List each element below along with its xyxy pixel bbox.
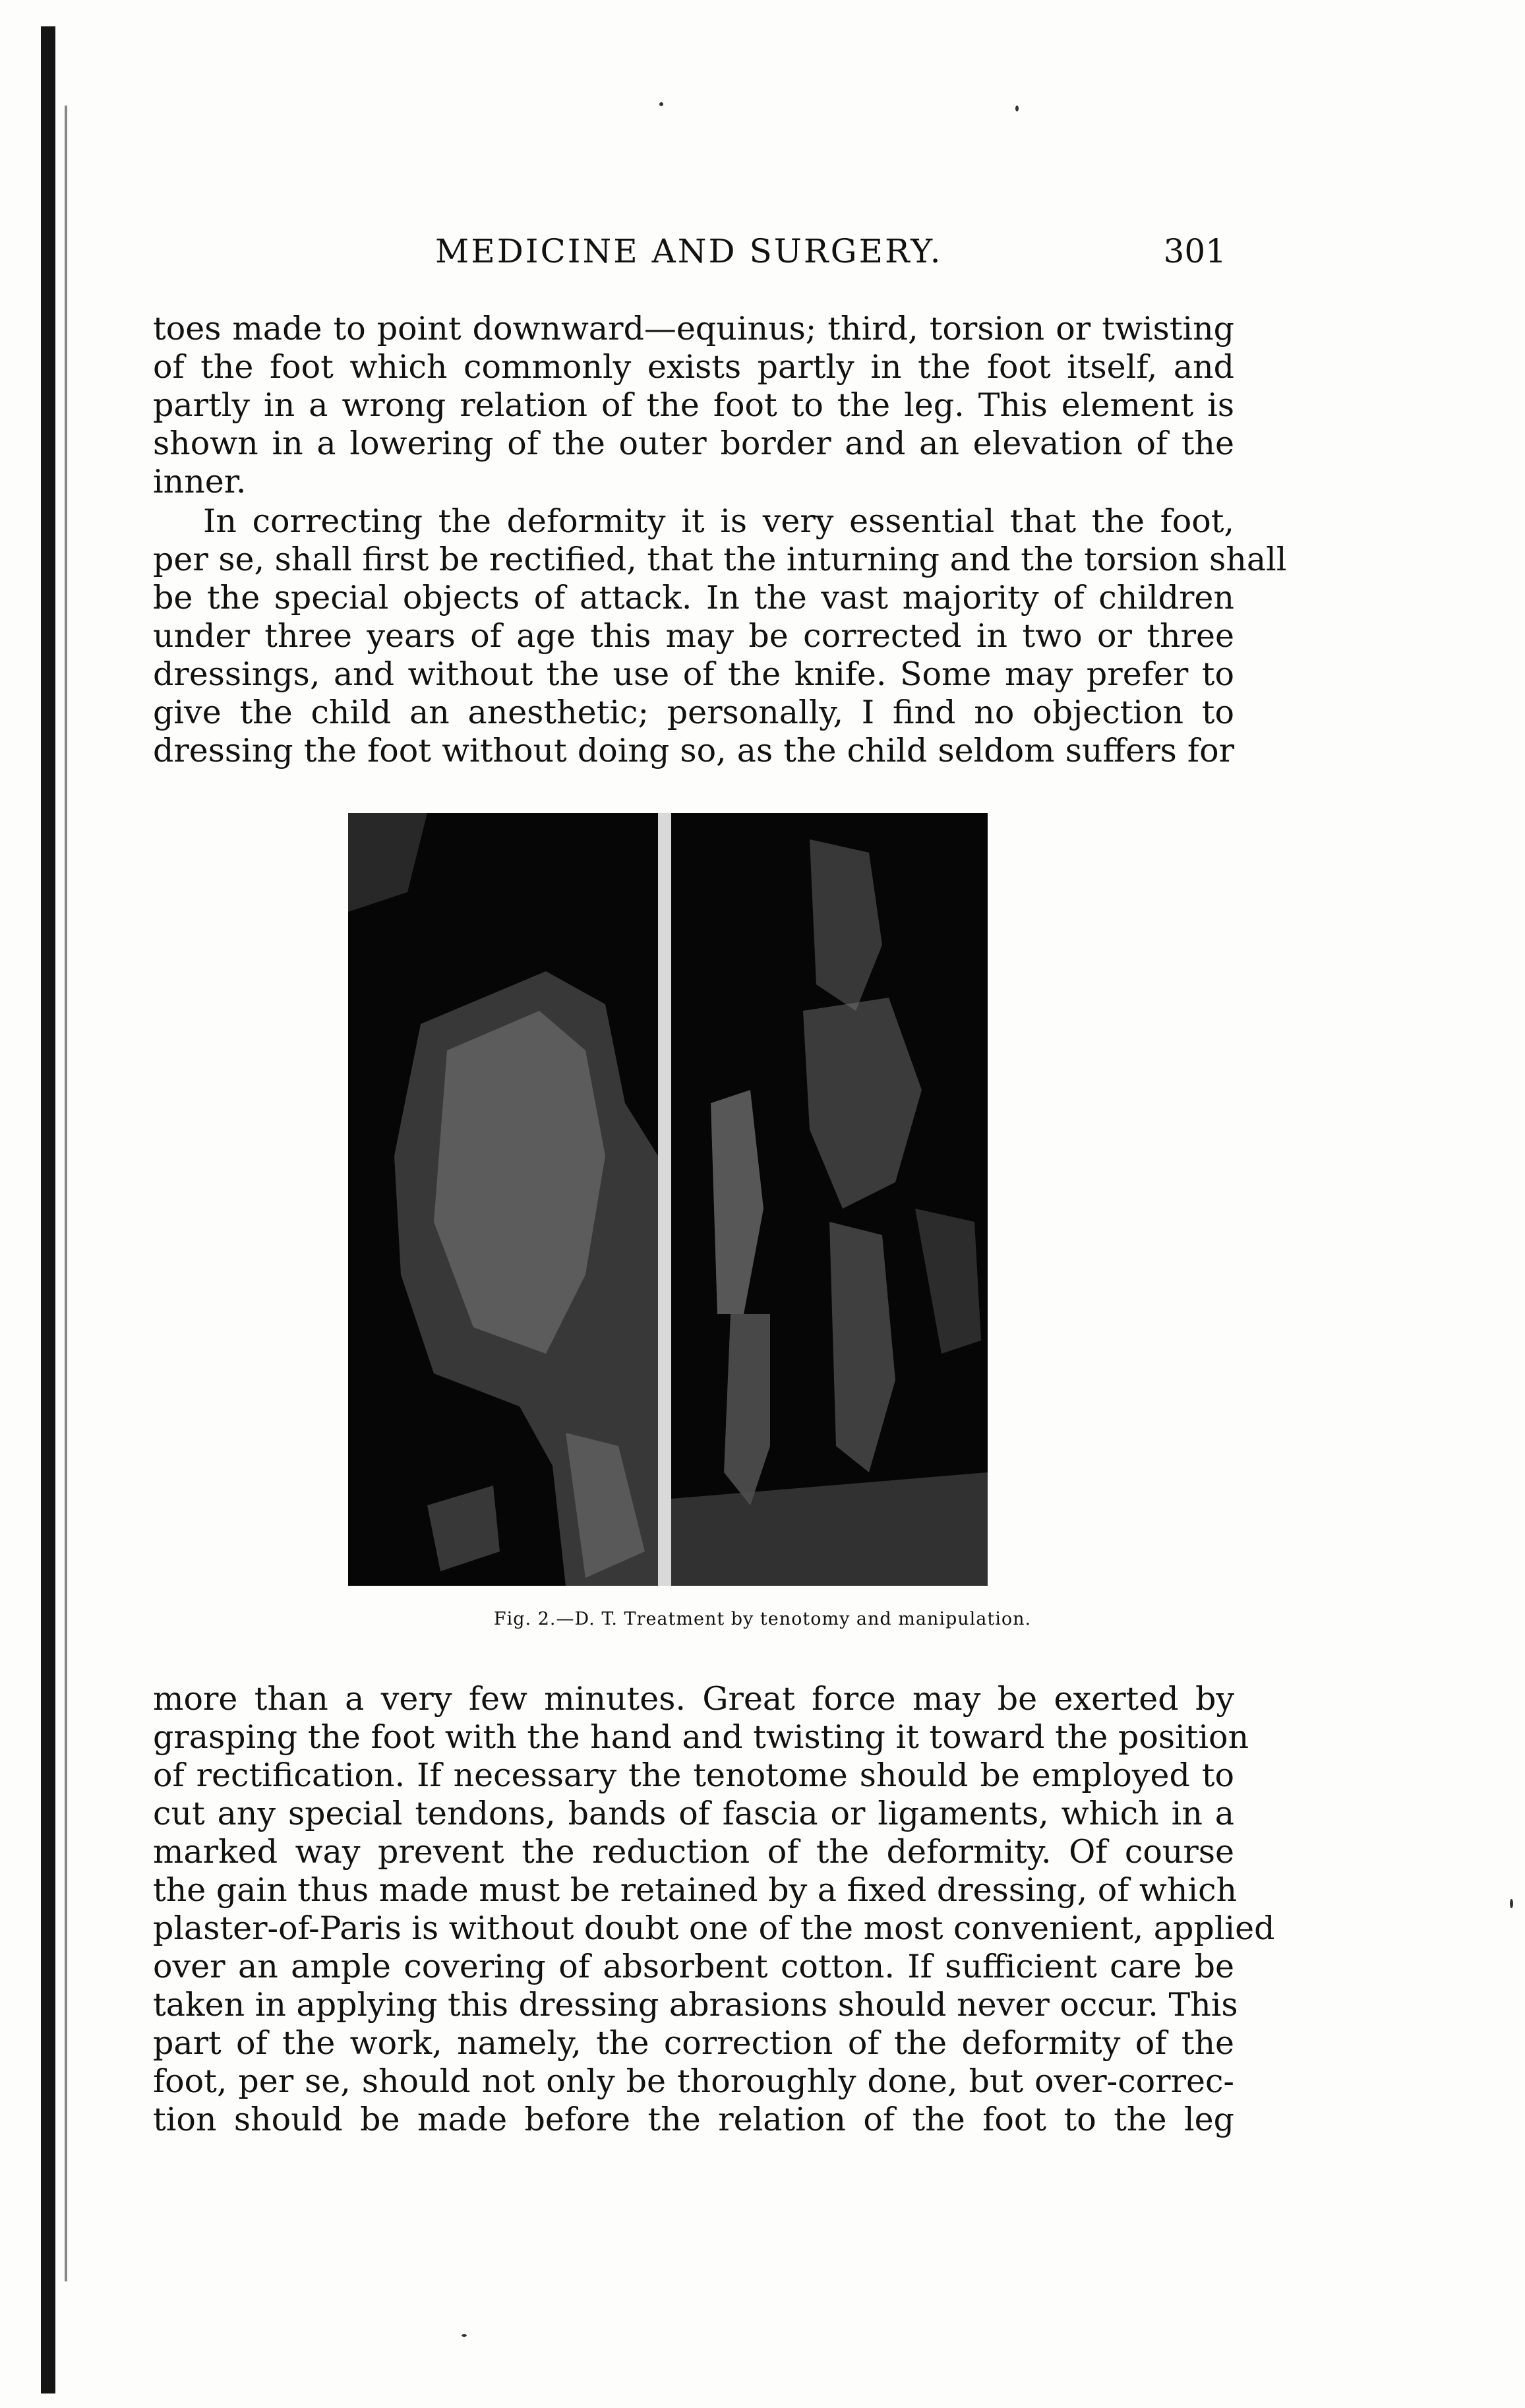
text-line: dressing the foot without doing so, as the child seldom suffers for	[153, 732, 1234, 769]
text-line: of the foot which commonly exists partly in the foot itself, and	[153, 348, 1234, 386]
text-line: shown in a lowering of the outer border and an elevation of the	[153, 425, 1234, 462]
photo-right-image	[671, 813, 988, 1586]
text-line: foot, per se, should not only be thoroughly done, but over-correc-	[153, 2062, 1234, 2100]
text-line: In correcting the deformity it is very essential that the foot,	[203, 502, 1234, 540]
text-line: per se, shall first be rectified, that the inturning and the torsion shall	[153, 541, 1287, 578]
text-line: marked way prevent the reduction of the deformity. Of course	[153, 1833, 1234, 1871]
ink-speck	[462, 2334, 467, 2337]
text-line: give the child an anesthetic; personally, I find no objection to	[153, 694, 1234, 731]
text-line: toes made to point downward—equinus; third, torsion or twisting	[153, 310, 1234, 347]
page-header	[152, 232, 1226, 278]
binding-edge	[41, 26, 55, 2393]
photo-divider	[658, 813, 671, 1586]
paragraph-2	[153, 502, 1287, 770]
running-head: MEDICINE AND SURGERY.	[435, 232, 943, 270]
text-line: the gain thus made must be retained by a fixed dressing, of which	[153, 1871, 1238, 1909]
ink-speck	[1015, 105, 1019, 111]
ink-speck	[1510, 1899, 1513, 1908]
binding-shadow	[65, 105, 67, 2281]
text-line: partly in a wrong relation of the foot to the leg. This element is	[153, 386, 1234, 424]
text-line: part of the work, namely, the correction of the deformity of the	[153, 2024, 1234, 2062]
photo-right-panel	[671, 813, 988, 1586]
text-line: taken in applying this dressing abrasions should never occur. This	[153, 1986, 1238, 2024]
text-line: plaster-of-Paris is without doubt one of the most convenient, applied	[153, 1910, 1275, 1947]
paragraph-3	[153, 1680, 1275, 2139]
photo-left-panel	[348, 813, 658, 1586]
figure-photograph	[348, 813, 988, 1586]
photo-left-image	[348, 813, 658, 1586]
text-line: grasping the foot with the hand and twisting it toward the position	[153, 1718, 1249, 1756]
text-line: over an ample covering of absorbent cotton. If sufficient care be	[153, 1948, 1234, 1985]
text-line: cut any special tendons, bands of fascia or ligaments, which in a	[153, 1795, 1234, 1832]
paragraph-1	[153, 310, 1234, 501]
figure-caption: Fig. 2.—D. T. Treatment by tenotomy and manipulation.	[493, 1609, 1032, 1629]
ink-speck	[659, 102, 663, 106]
text-line: tion should be made before the relation of the foot to the leg	[153, 2101, 1234, 2138]
text-line: be the special objects of attack. In the vast majority of children	[153, 579, 1234, 617]
text-line: dressings, and without the use of the knife. Some may prefer to	[153, 655, 1234, 693]
text-line: more than a very few minutes. Great force may be exerted by	[153, 1680, 1234, 1718]
text-line: under three years of age this may be corrected in two or three	[153, 617, 1234, 655]
page-number: 301	[1163, 232, 1226, 270]
text-line: of rectification. If necessary the tenotome should be employed to	[153, 1757, 1234, 1794]
text-line: inner.	[153, 463, 247, 500]
